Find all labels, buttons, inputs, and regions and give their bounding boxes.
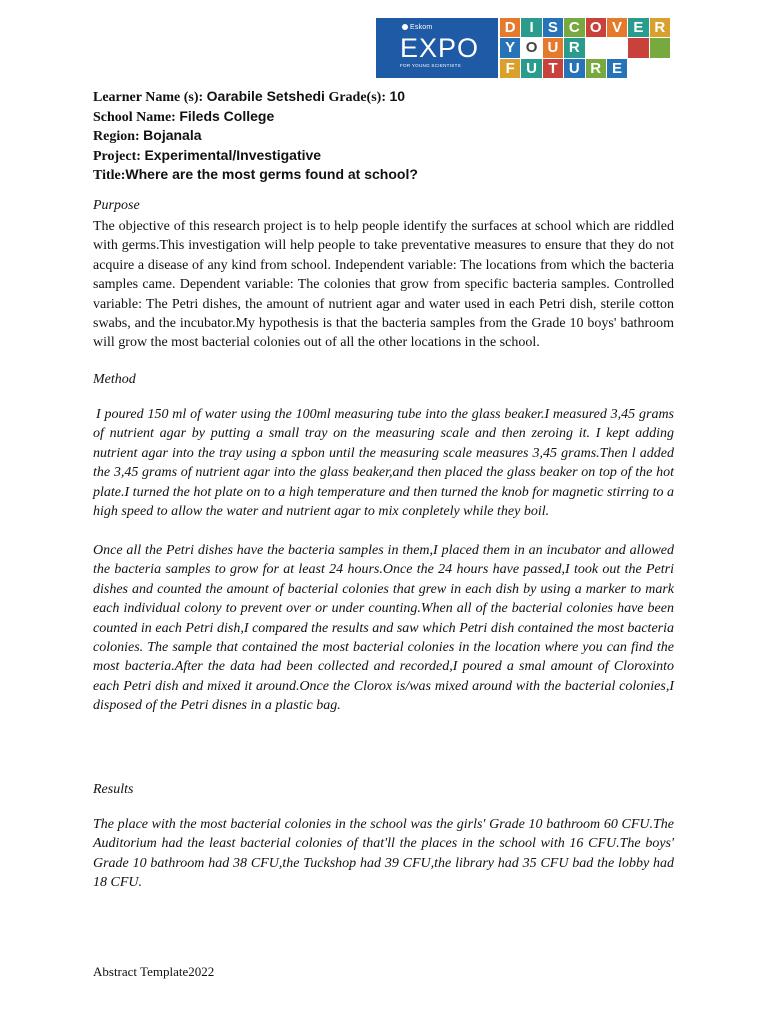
banner-tile-r: R: [564, 38, 584, 57]
school-label: School Name:: [93, 109, 180, 125]
banner-tile-i: I: [521, 18, 541, 37]
school-line: [93, 107, 693, 127]
eskom-brand: [402, 24, 432, 31]
banner-tile-s: S: [543, 18, 563, 37]
expo-word: EXPO: [400, 33, 480, 63]
banner-tile-e: E: [628, 18, 648, 37]
results-heading: Results: [93, 782, 134, 797]
banner-tile-e: E: [607, 59, 627, 78]
banner-tile-r: R: [650, 18, 670, 37]
eskom-label: Eskom: [410, 24, 433, 31]
banner-tile-graphic: [650, 38, 670, 57]
banner-tile-r: R: [586, 59, 606, 78]
grade-label: Grade(s):: [324, 90, 390, 105]
results-text: The place with the most bacterial colonies in the school was the girls' Grade 10 bathroom 60 CFU.The Auditorium had the least bacterial colonies of that'll the places in the school with 16 CFU.The boys' Grade 10 bathroom had 38 CFU,the Tuckshop had 39 CFU,the library had 35 CFU bad the lobby had 18 CFU.: [93, 817, 674, 891]
region-value: Bojanala: [143, 127, 202, 143]
footer-text: Abstract Template2022: [93, 964, 215, 979]
school-name: Fileds College: [179, 107, 275, 124]
banner-tile-u: U: [521, 59, 541, 78]
region-line: [93, 126, 693, 146]
title-value: Where are the most germs found at school?: [125, 166, 418, 182]
banner-tile-graphic: [628, 38, 648, 57]
banner-tile-y: Y: [500, 38, 520, 57]
method-text-2: Once all the Petri dishes have the bacteria samples in them,I placed them in an incubator and allowed the bacteria samples to grow for at least 24 hours.Once the 24 hours have passed,I took out the Petri dishes and counted the amount of bacterial colonies that grew in each dish by using a marker to mark each individual colony to prevent over or under counting.When all of the bacterial colonies have been counted in each Petri dish,I compared the results and saw which Petri dish contained the most bacteria colonies. The sample that contained the most bacterial colonies in the location where you can find the most bacteria.After the data had been collected and recorded,I poured a smal amount of Cloroxinto each Petri dish and mixed it around.Once the Clorox is/was mixed around with the bacterial colonies,I disposed of the Petri disnes in a plastic bag.: [93, 543, 674, 714]
banner-tile-u: U: [564, 59, 584, 78]
banner-tile-o: O: [586, 18, 606, 37]
title-label: Title:: [93, 168, 126, 183]
banner-tile-t: T: [543, 59, 563, 78]
learner-name: Oarabile Setshedi: [206, 88, 325, 104]
project-value: Experimental/Investigative: [144, 146, 322, 163]
banner-tile-u: U: [543, 38, 563, 57]
banner-tile-f: F: [500, 59, 520, 78]
banner-tile-v: V: [607, 18, 627, 37]
discover-your-future-tiles: [498, 18, 670, 78]
grade-value: 10: [389, 88, 406, 104]
eskom-icon: [402, 24, 408, 30]
method-heading: Method: [93, 372, 136, 387]
purpose-heading: Purpose: [93, 198, 140, 213]
banner-tile-graphic: [607, 38, 627, 57]
title-line: [93, 165, 693, 185]
expo-banner: [376, 18, 670, 78]
project-label: Project:: [93, 148, 145, 164]
eskom-expo-logo: [376, 18, 498, 78]
project-line: [93, 146, 693, 166]
banner-tile-c: C: [564, 18, 584, 37]
region-label: Region:: [93, 129, 144, 144]
banner-tile-graphic: [628, 59, 648, 78]
method-text-1: I poured 150 ml of water using the 100ml measuring tube into the glass beaker.I measured 3,45 grams of nutrient agar by putting a small tray on the measuring scale and then zeroing it. I kept adding nutrient agar into the tray using a spbon until the measuring scale measures 3,45 grams.Then l added the 3,45 grams of nutrient agar into the glass beaker,and then placed the glass beaker on top of the hot plate.I turned the hot plate on to a high temperature and then turned the knob for magnetic stirring to a high speed to allow the water and nutrient agar to mix conpletely while they boil.: [93, 407, 674, 520]
expo-subtitle: FOR YOUNG SCIENTISTS: [400, 63, 461, 68]
banner-tile-d: D: [500, 18, 520, 37]
learner-info: [93, 87, 693, 185]
learner-label: Learner Name (s):: [93, 90, 207, 105]
purpose-text: The objective of this research project is to help people identify the surfaces at school which are riddled with germs.This investigation will help people to take preventative measures to ensure that they do not acquire a disease of any kind from school. Independent variable: The locations from which the bacteria samples came. Dependent variable: The colonies that grow from specific bacteria samples. Controlled variable: The Petri dishes, the amount of nutrient agar and water used in each Petri dish, sterile cotton swabs, and the incubator.My hypothesis is that the bacteria samples from the Grade 10 boys' bathroom will grow the most bacterial colonies out of all the other locations in the school.: [93, 219, 674, 351]
banner-tile-graphic: [650, 59, 670, 78]
banner-tile-graphic: [586, 38, 606, 57]
learner-line: [93, 87, 693, 107]
banner-tile-o: O: [521, 38, 541, 57]
